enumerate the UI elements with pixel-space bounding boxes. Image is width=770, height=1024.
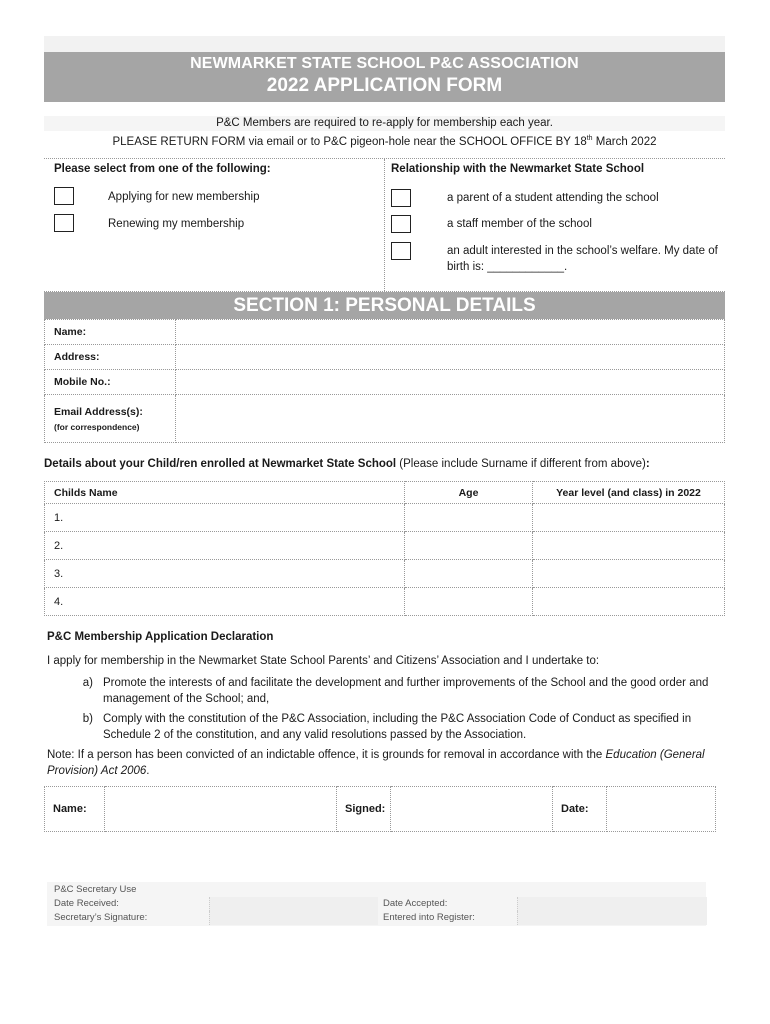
child-age-cell[interactable] [405,560,533,588]
new-membership-option [54,187,260,205]
declaration-item-mark: a) [82,677,93,689]
relationship-heading: Relationship with the Newmarket State School [391,163,645,175]
name-row [45,320,725,345]
col-age: Age [405,482,533,504]
declaration-item-text: Promote the interests of and facilitate the development and further improvements of the School and the good order and management of the School; and, [103,677,709,705]
child-age-cell[interactable] [405,588,533,616]
parent-option [391,189,721,207]
declaration-title: P&C Membership Application Declaration [47,631,274,643]
renew-membership-checkbox[interactable] [54,214,74,232]
date-label: Date: [553,787,607,832]
date-field[interactable] [607,787,716,832]
email-note: (for correspondence) [54,421,140,432]
intro-line-2 [44,131,725,150]
signed-field[interactable] [391,787,553,832]
note-act-name: Education (General Provision) Act 2006 [47,749,705,777]
date-accepted-field[interactable] [517,897,707,911]
intro-line-2-sup: th [586,135,593,142]
child-age-cell[interactable] [405,504,533,532]
membership-type-heading: Please select from one of the following: [54,163,271,175]
date-received-field[interactable] [209,897,378,911]
section-1-title: SECTION 1: PERSONAL DETAILS [44,292,725,319]
staff-label: a staff member of the school [447,218,592,230]
children-heading-end: : [645,458,650,470]
email-row [45,395,725,443]
children-table [44,481,725,616]
staff-checkbox[interactable] [391,215,411,233]
membership-selection [44,158,725,292]
child-age-cell[interactable] [405,532,533,560]
date-accepted-label: Date Accepted: [383,898,448,909]
child-name-cell[interactable]: 3. [45,560,405,588]
declaration-item-text: Comply with the constitution of the P&C Association, including the P&C Association Code of Conduct as specified in Schedule 2 of the constitution, and any valid resolutions passed by the Association. [103,713,692,741]
parent-checkbox[interactable] [391,189,411,207]
adult-option [391,242,723,275]
table-row [45,532,725,560]
child-year-cell[interactable] [533,504,725,532]
table-row [45,588,725,616]
name-field[interactable] [176,320,725,345]
adult-checkbox[interactable] [391,242,411,260]
email-label: Email Address(s): [54,405,143,418]
address-field[interactable] [176,345,725,370]
membership-type-column [44,159,385,291]
entered-register-label: Entered into Register: [383,912,475,923]
personal-details-table [44,319,725,443]
name-label: Name: [45,320,176,345]
signature-table [44,786,716,832]
new-membership-checkbox[interactable] [54,187,74,205]
declaration-item [47,675,727,707]
signed-label: Signed: [337,787,391,832]
note-text: Note: If a person has been convicted of an indictable offence, it is grounds for removal in accordance with the [47,749,606,761]
declaration-item [47,711,727,743]
note-end: . [146,765,150,777]
sign-name-label: Name: [45,787,105,832]
mobile-row [45,370,725,395]
top-strip [44,36,725,52]
declaration-intro: I apply for membership in the Newmarket State School Parents’ and Citizens’ Association and I undertake to: [47,655,600,667]
child-year-cell[interactable] [533,588,725,616]
declaration-item-mark: b) [82,713,93,725]
children-heading-note: (Please include Surname if different from above) [396,458,646,470]
intro-line-1: P&C Members are required to re-apply for membership each year. [44,116,725,131]
child-year-cell[interactable] [533,560,725,588]
secretary-use-box [47,882,706,926]
table-row [45,560,725,588]
address-row [45,345,725,370]
col-childs-name: Childs Name [45,482,405,504]
child-name-cell[interactable]: 2. [45,532,405,560]
intro-line-2-suffix: March 2022 [592,135,657,148]
email-label-cell [45,395,176,443]
child-name-cell[interactable]: 1. [45,504,405,532]
secretary-signature-field[interactable] [209,911,378,925]
intro-line-2-text: PLEASE RETURN FORM via email or to P&C pigeon-hole near the SCHOOL OFFICE BY 18 [112,135,587,148]
header-organisation: NEWMARKET STATE SCHOOL P&C ASSOCIATION [190,55,579,72]
entered-register-field[interactable] [517,911,707,925]
parent-label: a parent of a student attending the school [447,192,659,204]
renew-membership-label: Renewing my membership [108,218,245,230]
renew-membership-option [54,214,244,232]
date-received-label: Date Received: [54,898,119,909]
email-field[interactable] [176,395,725,443]
address-label: Address: [45,345,176,370]
child-year-cell[interactable] [533,532,725,560]
children-heading [44,458,734,470]
mobile-label: Mobile No.: [45,370,176,395]
form-header [44,52,725,102]
signature-row [45,787,716,832]
col-year-level: Year level (and class) in 2022 [533,482,725,504]
relationship-column [385,159,725,291]
adult-label: an adult interested in the school’s welfare. My date of birth is: ____________. [447,245,718,273]
declaration-items [47,675,727,743]
children-header-row [45,482,725,504]
declaration-note [47,747,727,779]
intro-text [44,116,725,150]
children-heading-bold: Details about your Child/ren enrolled at Newmarket State School [44,458,397,470]
child-name-cell[interactable]: 4. [45,588,405,616]
sign-name-field[interactable] [105,787,337,832]
membership-declaration [47,629,727,779]
table-row [45,504,725,532]
mobile-field[interactable] [176,370,725,395]
staff-option [391,215,721,233]
secretary-use-title: P&C Secretary Use [54,884,137,895]
header-form-title: 2022 APPLICATION FORM [266,75,503,96]
secretary-signature-label: Secretary’s Signature: [54,912,148,923]
new-membership-label: Applying for new membership [108,191,260,203]
